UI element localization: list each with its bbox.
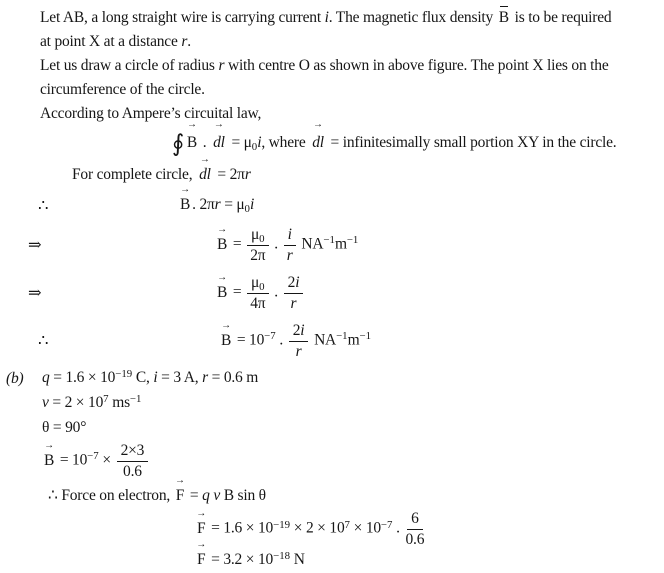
fraction-numerator <box>284 274 304 294</box>
vector-symbol: B → <box>217 281 227 305</box>
subscript: 0 <box>259 233 265 246</box>
eq-b-1e-7 <box>0 320 664 362</box>
text-run: B sin θ <box>220 487 266 505</box>
text-run: r <box>218 57 225 74</box>
superscript: −1 <box>323 234 335 247</box>
text-run: = <box>186 487 203 505</box>
fraction <box>117 440 149 482</box>
text-run: = <box>229 235 246 253</box>
vector-symbol: dl → <box>198 163 212 187</box>
eq-force-value <box>0 508 664 550</box>
vector-symbol: dl → <box>311 128 325 158</box>
superscript: −1 <box>129 392 142 405</box>
line-marker: ∴ <box>38 332 49 351</box>
line-complete-circle <box>72 163 664 187</box>
text-run: NA <box>297 235 324 253</box>
vector-symbol: dl → <box>212 128 226 158</box>
line-content <box>178 193 254 218</box>
subscript: 0 <box>259 281 265 294</box>
text-run: is to be required <box>510 9 612 26</box>
text-run: r <box>244 166 251 183</box>
overbar-symbol: B <box>499 6 509 30</box>
line-content <box>172 128 616 159</box>
text-run: m <box>334 235 347 253</box>
text-run: . <box>270 283 282 301</box>
text-run: 2 <box>287 274 296 292</box>
line-content <box>195 548 305 573</box>
fraction-denominator <box>291 294 297 313</box>
superscript: −19 <box>273 518 291 531</box>
text-run: = <box>229 283 246 301</box>
text-run: = 2π <box>213 166 245 183</box>
text-run: = 10 <box>233 331 265 349</box>
superscript: −7 <box>380 518 393 531</box>
line-circle-1 <box>40 54 664 78</box>
text-run: r <box>202 369 208 387</box>
eq-b-mu0-2pi <box>0 224 664 266</box>
text-run: μ <box>251 226 260 243</box>
line-velocity <box>0 391 664 416</box>
text-run: 0.6 <box>405 531 425 549</box>
line-content <box>195 508 426 550</box>
text-run: = μ <box>227 134 252 151</box>
superscript: −18 <box>273 550 291 563</box>
text-run: i <box>324 9 329 26</box>
line-content <box>40 54 609 78</box>
vector-symbol: B → <box>217 233 227 257</box>
line-content <box>48 484 266 508</box>
vector-symbol: F → <box>176 484 184 508</box>
text-run: C, <box>132 369 154 387</box>
fraction-numerator <box>284 226 296 246</box>
subscript: 0 <box>244 203 250 216</box>
text-run: r <box>295 343 302 361</box>
line-content <box>40 102 261 126</box>
line-content <box>219 320 371 362</box>
line-content <box>72 163 251 187</box>
text-run: = 0.6 m <box>207 369 259 387</box>
text-run: 2 <box>292 322 301 340</box>
fraction-denominator <box>250 294 265 313</box>
text-run: . <box>275 331 287 349</box>
text-run: . <box>187 33 191 50</box>
vector-symbol: F → <box>197 548 205 572</box>
superscript: 7 <box>103 392 109 405</box>
vector-symbol: B → <box>180 193 190 217</box>
fraction-denominator <box>123 462 142 481</box>
text-run: × 10 <box>349 519 381 537</box>
line-content <box>40 6 611 30</box>
text-run: For complete circle, <box>72 166 197 183</box>
line-theta <box>0 416 664 440</box>
text-run: circumference of the circle. <box>40 81 205 98</box>
superscript: −19 <box>115 367 133 380</box>
superscript: −7 <box>87 450 99 463</box>
line-part-b-given <box>0 366 664 391</box>
text-run: i <box>249 196 255 213</box>
superscript: 7 <box>344 518 350 531</box>
eq-force-result <box>0 548 664 573</box>
vector-symbol: F → <box>197 517 205 541</box>
eq-b-mu0-4pi <box>0 272 664 314</box>
text-run: 0.6 <box>123 463 142 481</box>
fraction-numerator <box>407 510 423 530</box>
text-run: . <box>392 519 404 537</box>
fraction-denominator <box>250 246 265 265</box>
line-circle-2 <box>40 78 664 102</box>
text-run: v <box>42 394 49 412</box>
superscript: −1 <box>359 330 372 343</box>
line-force-intro <box>0 484 664 508</box>
fraction <box>284 224 296 266</box>
text-run: i <box>257 134 262 151</box>
text-run: r <box>290 295 297 313</box>
text-run: NA <box>310 331 337 349</box>
line-marker: ∴ <box>38 196 49 215</box>
text-run: × <box>98 451 115 469</box>
text-run: = μ <box>220 196 245 213</box>
fraction <box>284 272 304 314</box>
superscript: −1 <box>346 234 359 247</box>
text-run: . <box>199 134 211 151</box>
fraction-numerator <box>117 442 149 462</box>
text-run: = 10 <box>56 451 88 469</box>
text-run: . 2π <box>192 196 215 213</box>
text-run: , where <box>261 134 310 151</box>
line-marker: (b) <box>6 369 24 387</box>
text-run: = infinitesimally small portion XY in the circle. <box>326 134 617 151</box>
text-run: i <box>287 226 292 243</box>
text-run: q <box>202 487 210 505</box>
text-run: = 3.2 × 10 <box>207 551 274 569</box>
line-marker: ⇒ <box>28 236 42 255</box>
line-content <box>42 391 141 416</box>
text-run: 6 <box>411 510 419 528</box>
line-content <box>42 366 258 391</box>
text-run: q <box>42 369 50 387</box>
text-run: According to Ampere’s circuital law, <box>40 105 262 122</box>
fraction-numerator <box>289 322 309 342</box>
line-content <box>42 416 86 440</box>
text-run: × 2 × 10 <box>290 519 345 537</box>
eq-b-2pir <box>0 193 664 218</box>
subscript: 0 <box>251 141 258 154</box>
text-run: i <box>300 322 305 340</box>
text-run: . <box>270 235 282 253</box>
line-content <box>215 272 305 314</box>
text-run: at point X at a distance <box>40 33 182 50</box>
fraction <box>247 272 269 314</box>
line-content <box>40 30 191 54</box>
vector-symbol: B → <box>44 449 54 473</box>
line-ampere-law <box>40 102 664 126</box>
text-run: = 1.6 × 10 <box>207 519 274 537</box>
text-run: r <box>286 247 293 265</box>
line-content <box>42 440 150 482</box>
superscript: −7 <box>264 330 276 343</box>
vector-symbol: B → <box>221 329 231 353</box>
line-intro-1 <box>40 6 664 30</box>
line-marker: ⇒ <box>28 284 42 303</box>
fraction <box>247 224 269 266</box>
line-content <box>215 224 358 266</box>
text-run: μ <box>251 274 260 292</box>
text-run: m <box>347 331 360 349</box>
text-run: = 2 × 10 <box>48 394 104 412</box>
text-run: N <box>290 551 305 569</box>
text-run: 2×3 <box>120 442 145 460</box>
text-run: v <box>213 487 221 505</box>
superscript: −1 <box>336 330 348 343</box>
vector-symbol: B → <box>187 128 197 158</box>
text-run: θ = 90° <box>42 419 87 437</box>
fraction-denominator <box>406 530 425 549</box>
text-run: . The magnetic flux density <box>328 9 497 26</box>
text-run: r <box>214 196 221 213</box>
text-run: i <box>153 369 158 387</box>
fraction-denominator <box>296 342 302 361</box>
text-run: ∴ Force on electron, <box>48 487 174 505</box>
fraction <box>289 320 309 362</box>
text-run: r <box>181 33 188 50</box>
text-run: 2π <box>250 247 266 265</box>
text-run: Let us draw a circle of radius <box>40 57 219 74</box>
text-run: = 3 A, <box>157 369 203 387</box>
fraction-denominator <box>287 246 293 265</box>
text-run: 4π <box>250 295 266 313</box>
text-run: ms <box>108 394 130 412</box>
fraction <box>406 508 425 550</box>
text-run: i <box>295 274 300 292</box>
line-intro-2 <box>40 30 664 54</box>
fraction-numerator <box>247 274 269 294</box>
text-run: Let AB, a long straight wire is carrying current <box>40 9 325 26</box>
text-run: with centre O as shown in above figure. The point X lies on the <box>224 57 609 74</box>
eq-ampere-integral <box>172 128 664 159</box>
eq-b-value <box>0 440 664 482</box>
text-run: = 1.6 × 10 <box>49 369 116 387</box>
fraction-numerator <box>247 226 269 246</box>
integral-icon: ∮ <box>172 131 184 158</box>
line-content <box>40 78 205 102</box>
